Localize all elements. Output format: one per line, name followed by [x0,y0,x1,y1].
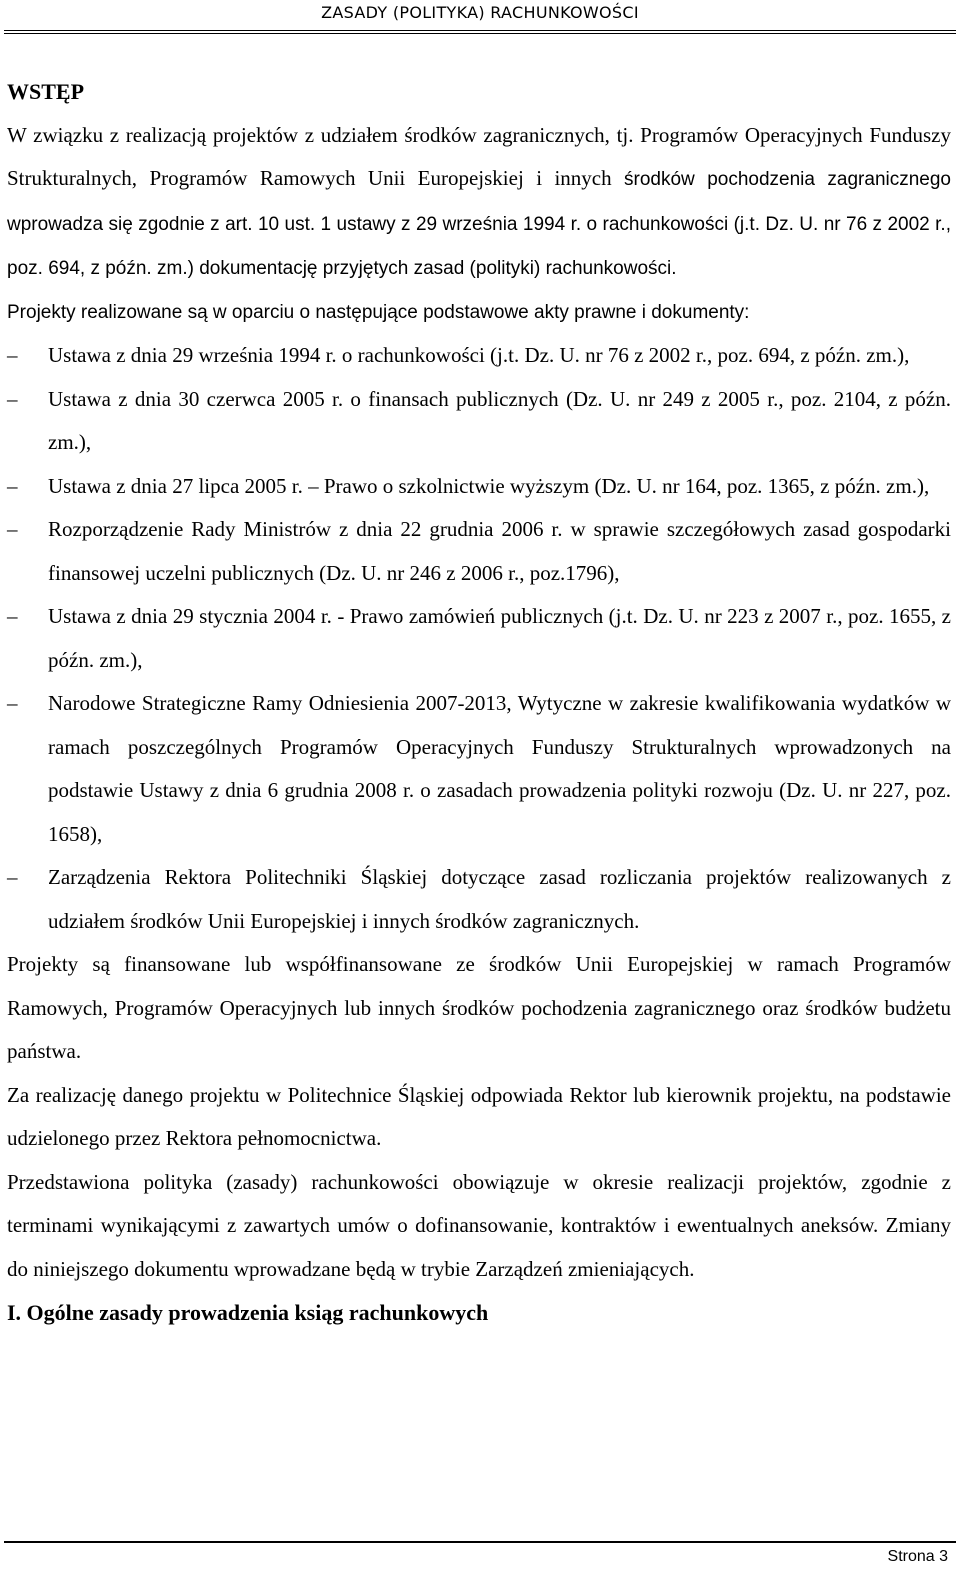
dash-bullet: – [7,343,18,367]
financing-paragraph: Projekty są finansowane lub współfinansowane ze środków Unii Europejskiej w ramach Programów Ramowych, Programów Operacyjnych lub innych środków pochodzenia zagranicznego oraz środków budżetu państwa. [7,952,951,1063]
list-item-text: Ustawa z dnia 27 lipca 2005 r. – Prawo o szkolnictwie wyższym (Dz. U. nr 164, poz. 1365, z późn. zm.), [48,473,930,498]
legal-acts-list [7,334,951,943]
list-item-text: Ustawa z dnia 29 stycznia 2004 r. - Prawo zamówień publicznych (j.t. Dz. U. nr 223 z 2007 r., poz. 1655, z późn. zm.), [48,604,951,672]
intro-paragraph-part-b: środków pochodzenia zagranicznego wprowadza się zgodnie z art. 10 ust. 1 ustawy z 29 września 1994 r. o rachunkowości (j.t. Dz. U. nr 76 z 2002 r., poz. 694, z późn. zm.) dokumentację przyjętych zasad (polityki) rachunkowości. [7,169,951,279]
list-item-text: Zarządzenia Rektora Politechniki Śląskiej dotyczące zasad rozliczania projektów realizowanych z udziałem środków Unii Europejskiej i innych środków zagranicznych. [48,865,951,933]
page-number: Strona 3 [887,1548,948,1565]
header-rule [4,30,956,34]
intro-paragraph-part-a: W związku z realizacją projektów z udziałem środków zagranicznych, tj. Programów Operacyjnych Funduszy Strukturalnych, Programów Ramowych Unii Europejskiej i innych [7,122,951,190]
list-item-text: Ustawa z dnia 30 czerwca 2005 r. o finansach publicznych (Dz. U. nr 249 z 2005 r., poz. 2104, z późn. zm.), [48,386,951,454]
intro-paragraph [7,114,951,291]
dash-bullet: – [7,691,18,715]
dash-bullet: – [7,473,18,498]
document-body [7,70,951,1335]
list-item [7,334,951,378]
footer-rule [4,1541,956,1543]
list-item [7,465,951,509]
intro-heading: WSTĘP [7,79,85,104]
list-item [7,682,951,856]
dash-bullet: – [7,386,18,411]
running-header: ZASADY (POLITYKA) RACHUNKOWOŚCI [321,3,639,22]
list-item-text: Narodowe Strategiczne Ramy Odniesienia 2007-2013, Wytyczne w zakresie kwalifikowania wydatków w ramach poszczególnych Programów Operacyjnych Funduszy Strukturalnych wprowadzonych na podstawie Ustawy z dnia 6 grudnia 2008 r. o zasadach prowadzenia polityki rozwoju (Dz. U. nr 227, poz. 1658), [48,691,951,846]
list-item [7,856,951,943]
section-heading: I. Ogólne zasady prowadzenia ksiąg rachunkowych [7,1300,489,1325]
dash-bullet: – [7,604,18,628]
responsibility-paragraph: Za realizację danego projektu w Politechnice Śląskiej odpowiada Rektor lub kierownik projektu, na podstawie udzielonego przez Rektora pełnomocnictwa. [7,1082,951,1150]
list-item [7,595,951,682]
dash-bullet: – [7,517,18,541]
list-item-text: Rozporządzenie Rady Ministrów z dnia 22 grudnia 2006 r. w sprawie szczegółowych zasad gospodarki finansowej uczelni publicznych (Dz. U. nr 246 z 2006 r., poz.1796), [48,517,951,585]
list-item-text: Ustawa z dnia 29 września 1994 r. o rachunkowości (j.t. Dz. U. nr 76 z 2002 r., poz. 694, z późn. zm.), [48,343,910,367]
list-item [7,378,951,465]
legal-basis-intro: Projekty realizowane są w oparciu o następujące podstawowe akty prawne i dokumenty: [7,301,750,323]
list-item [7,508,951,595]
dash-bullet: – [7,865,18,889]
validity-paragraph: Przedstawiona polityka (zasady) rachunkowości obowiązuje w okresie realizacji projektów, zgodnie z terminami wynikającymi z zawartych umów o dofinansowanie, kontraktów i ewentualnych aneksów. Zmiany do niniejszego dokumentu wprowadzane będą w trybie Zarządzeń zmieniających. [7,1169,951,1281]
